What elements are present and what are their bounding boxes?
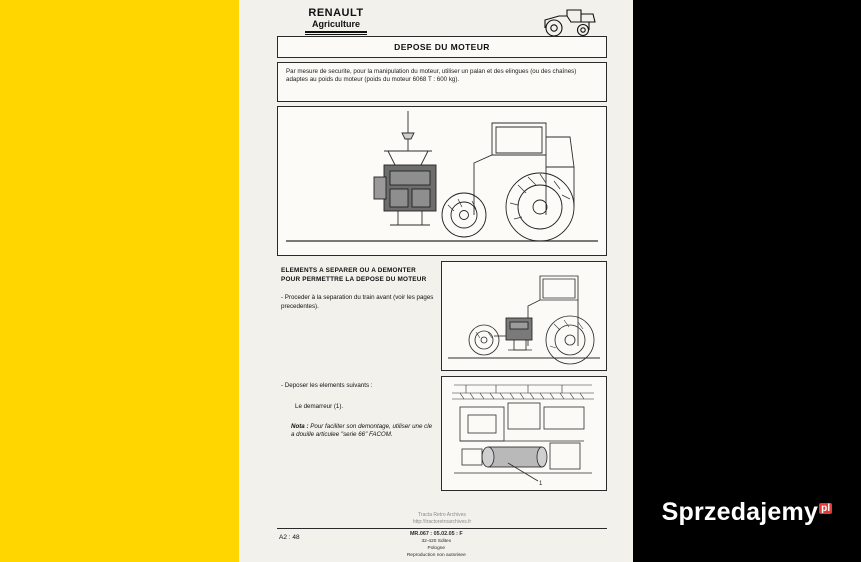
right-black-panel <box>633 0 861 562</box>
document-footer <box>277 531 607 557</box>
brand-name: RENAULT <box>308 7 364 19</box>
engine-lift-figure <box>277 106 607 256</box>
document-content-column <box>277 36 607 528</box>
footer-line-3: Pologne <box>427 545 446 551</box>
front-axle-separation-figure <box>441 261 607 371</box>
footer-rule <box>277 528 607 529</box>
mid-row <box>277 261 607 371</box>
tractor-icon <box>537 6 605 38</box>
bullet-1: - Proceder à la separation du train avant (voir les pages precedentes). <box>281 294 434 310</box>
site-watermark <box>633 498 861 527</box>
section-title-box <box>277 36 607 58</box>
nota-block <box>291 423 436 440</box>
footer-reference: MR.067 : 05.02.05 : F <box>409 531 463 537</box>
svg-text:1: 1 <box>539 481 543 487</box>
nota-label: Nota : <box>291 422 309 430</box>
left-yellow-band <box>0 0 239 562</box>
nota-text: Pour faciliter son demontage, utiliser une cle a douille articulee "serie 66" FACOM. <box>291 422 433 439</box>
brand-subtitle: Agriculture <box>311 18 360 29</box>
brand-block <box>276 8 396 35</box>
low-row <box>277 376 607 491</box>
page-number: A2 : 48 <box>279 534 300 541</box>
brand-rule-thin <box>305 34 367 35</box>
bullet-2-item: Le demarreur (1). <box>295 402 344 410</box>
footer-line-2: 32-420 Sditex <box>421 538 452 544</box>
starter-detail-figure <box>441 376 607 491</box>
mid-left-text <box>277 261 436 371</box>
safety-note-text: Par mesure de securite, pour la manipulation du moteur, utiliser un palan et des elingues (ou des chaînes) adaptes au poids du moteur (poids du moteur 6068 T : 600 kg). <box>286 68 577 84</box>
page-title: DEPOSE DU MOTEUR <box>394 42 490 52</box>
watermark-tld: pl <box>821 502 831 514</box>
credit-line-2: http://tractoretroarchives.fr <box>412 518 472 525</box>
low-left-text <box>277 376 436 491</box>
safety-note-box <box>277 62 607 102</box>
brand-rule-thick <box>305 31 367 33</box>
footer-center <box>300 531 573 560</box>
document-header <box>239 4 633 38</box>
document-page <box>239 0 633 562</box>
watermark-text: Sprzedajemy <box>661 498 819 526</box>
footer-line-4: Reproduction non autorisee <box>406 552 466 558</box>
credit-line-1: Tracta Retro Archives <box>418 512 466 518</box>
bullet-2: - Deposer les elements suivants : <box>281 382 373 389</box>
section-heading: ELEMENTS A SEPARER OU A DEMONTER POUR PERMETTRE LA DEPOSE DU MOTEUR <box>281 267 427 283</box>
archive-credit <box>277 512 607 525</box>
